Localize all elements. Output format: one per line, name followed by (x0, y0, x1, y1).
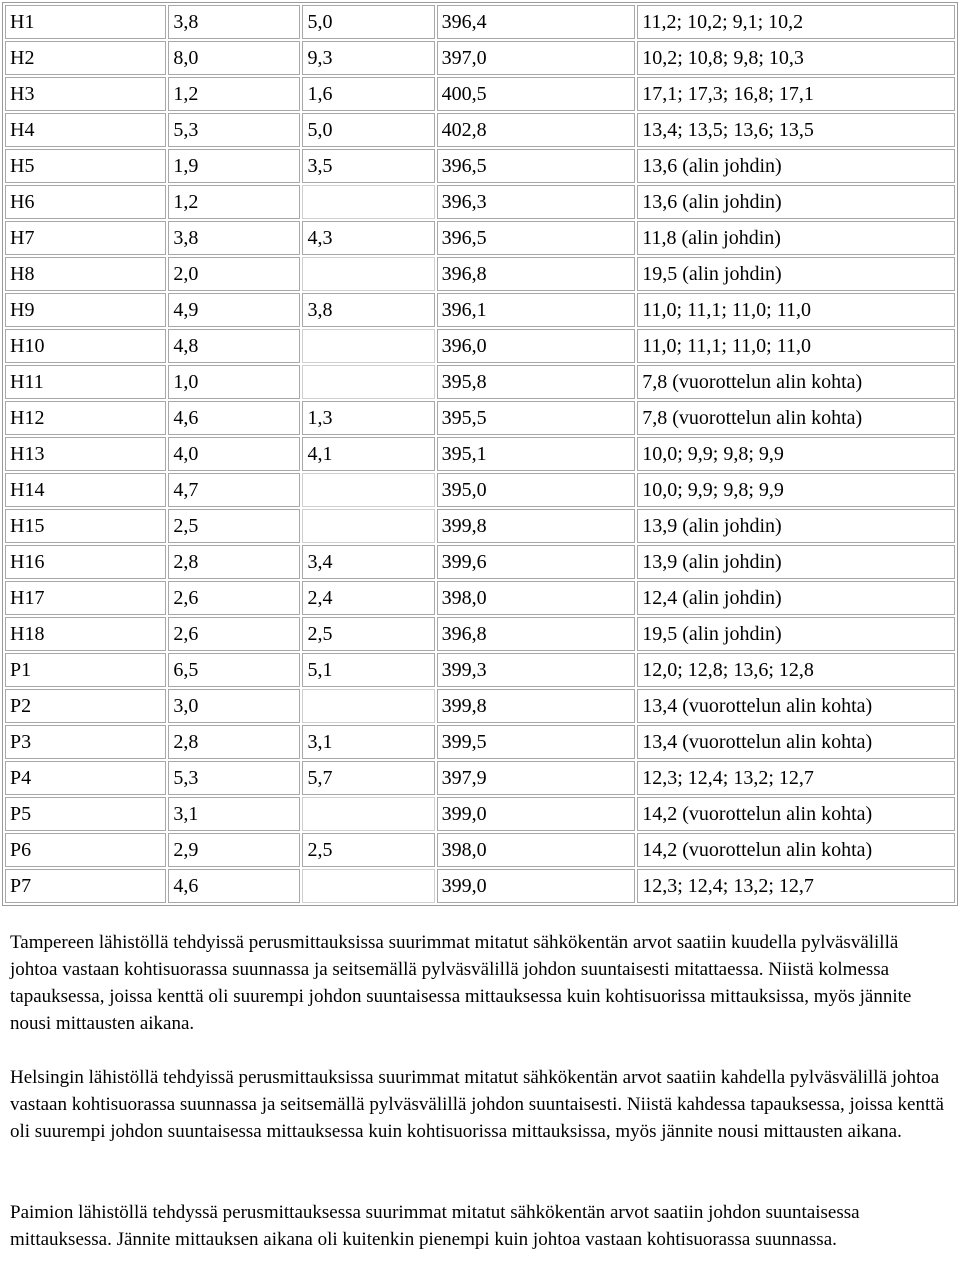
table-row (5, 437, 955, 471)
value-b-cell (302, 329, 434, 363)
voltage-cell: 399,0 (437, 869, 636, 903)
value-a-cell: 4,0 (168, 437, 300, 471)
paragraph-paimio: Paimion lähistöllä tehdyssä perusmittauksessa suurimmat mitatut sähkökentän arvot saatiin johdon suuntaisessa mittauksessa. Jännite mittauksen aikana oli kuitenkin pienempi kuin johtoa vastaan kohtisuorassa suunnassa. (10, 1202, 860, 1250)
field-values-cell: 13,4 (vuorottelun alin kohta) (637, 689, 955, 723)
voltage-cell: 398,0 (437, 581, 636, 615)
value-b-cell: 3,1 (302, 725, 434, 759)
value-a-cell: 4,6 (168, 869, 300, 903)
voltage-cell: 397,9 (437, 761, 636, 795)
value-a-cell: 1,2 (168, 77, 300, 111)
value-a-cell: 3,8 (168, 221, 300, 255)
site-id-cell: P6 (5, 833, 166, 867)
site-id-cell: P3 (5, 725, 166, 759)
value-a-cell: 3,0 (168, 689, 300, 723)
value-a-cell: 2,6 (168, 617, 300, 651)
site-id-cell: H17 (5, 581, 166, 615)
measurement-table-body (5, 5, 955, 903)
field-values-cell: 14,2 (vuorottelun alin kohta) (637, 833, 955, 867)
field-values-cell: 13,9 (alin johdin) (637, 545, 955, 579)
site-id-cell: H18 (5, 617, 166, 651)
table-row (5, 257, 955, 291)
field-values-cell: 14,2 (vuorottelun alin kohta) (637, 797, 955, 831)
table-row (5, 833, 955, 867)
field-values-cell: 10,0; 9,9; 9,8; 9,9 (637, 473, 955, 507)
voltage-cell: 399,0 (437, 797, 636, 831)
field-values-cell: 13,6 (alin johdin) (637, 185, 955, 219)
value-a-cell: 2,6 (168, 581, 300, 615)
voltage-cell: 396,4 (437, 5, 636, 39)
site-id-cell: P7 (5, 869, 166, 903)
value-a-cell: 2,9 (168, 833, 300, 867)
voltage-cell: 399,8 (437, 509, 636, 543)
table-row (5, 149, 955, 183)
value-a-cell: 2,8 (168, 545, 300, 579)
voltage-cell: 396,1 (437, 293, 636, 327)
field-values-cell: 19,5 (alin johdin) (637, 257, 955, 291)
value-b-cell (302, 869, 434, 903)
voltage-cell: 396,0 (437, 329, 636, 363)
value-b-cell (302, 509, 434, 543)
value-b-cell: 1,3 (302, 401, 434, 435)
voltage-cell: 397,0 (437, 41, 636, 75)
site-id-cell: P2 (5, 689, 166, 723)
field-values-cell: 13,9 (alin johdin) (637, 509, 955, 543)
site-id-cell: H16 (5, 545, 166, 579)
value-a-cell: 1,9 (168, 149, 300, 183)
paragraph-helsinki: Helsingin lähistöllä tehdyissä perusmittauksissa suurimmat mitatut sähkökentän arvot saatiin kahdella pylväsvälillä johtoa vastaan kohtisuorassa suunnassa ja seitsemällä pylväsvälillä johdon suuntaisesti. Niistä kahdessa tapauksessa, joissa kenttä oli suurempi johdon suuntaisessa mittauksessa kuin kohtisuorissa mittauksissa, myös jännite nousi mittausten aikana. (10, 1067, 944, 1142)
field-values-cell: 17,1; 17,3; 16,8; 17,1 (637, 77, 955, 111)
value-a-cell: 4,6 (168, 401, 300, 435)
site-id-cell: P4 (5, 761, 166, 795)
value-b-cell (302, 365, 434, 399)
table-row (5, 797, 955, 831)
field-values-cell: 12,3; 12,4; 13,2; 12,7 (637, 761, 955, 795)
site-id-cell: H10 (5, 329, 166, 363)
site-id-cell: P1 (5, 653, 166, 687)
value-b-cell (302, 473, 434, 507)
value-b-cell: 2,4 (302, 581, 434, 615)
site-id-cell: H12 (5, 401, 166, 435)
field-values-cell: 11,2; 10,2; 9,1; 10,2 (637, 5, 955, 39)
table-row (5, 689, 955, 723)
voltage-cell: 396,8 (437, 257, 636, 291)
paragraph-tampere: Tampereen lähistöllä tehdyissä perusmittauksissa suurimmat mitatut sähkökentän arvot saatiin kuudella pylväsvälillä johtoa vastaan kohtisuorassa suunnassa ja seitsemällä pylväsvälillä johdon suuntaisesti mitattaessa. Niistä kolmessa tapauksessa, joissa kenttä oli suurempi johdon suuntaisessa mittauksessa kuin kohtisuorissa mittauksissa, myös jännite nousi mittausten aikana. (10, 932, 912, 1034)
voltage-cell: 396,3 (437, 185, 636, 219)
value-b-cell: 5,0 (302, 5, 434, 39)
voltage-cell: 395,0 (437, 473, 636, 507)
site-id-cell: H2 (5, 41, 166, 75)
value-b-cell (302, 689, 434, 723)
measurement-table (2, 2, 958, 906)
value-b-cell: 2,5 (302, 617, 434, 651)
field-values-cell: 10,2; 10,8; 9,8; 10,3 (637, 41, 955, 75)
value-a-cell: 6,5 (168, 653, 300, 687)
field-values-cell: 7,8 (vuorottelun alin kohta) (637, 365, 955, 399)
site-id-cell: H11 (5, 365, 166, 399)
value-b-cell (302, 257, 434, 291)
table-row (5, 77, 955, 111)
table-row (5, 329, 955, 363)
value-a-cell: 4,9 (168, 293, 300, 327)
value-b-cell: 5,1 (302, 653, 434, 687)
field-values-cell: 11,0; 11,1; 11,0; 11,0 (637, 293, 955, 327)
value-a-cell: 3,8 (168, 5, 300, 39)
voltage-cell: 399,6 (437, 545, 636, 579)
site-id-cell: H6 (5, 185, 166, 219)
value-a-cell: 4,8 (168, 329, 300, 363)
table-row (5, 725, 955, 759)
voltage-cell: 399,8 (437, 689, 636, 723)
voltage-cell: 395,1 (437, 437, 636, 471)
site-id-cell: H3 (5, 77, 166, 111)
voltage-cell: 396,5 (437, 149, 636, 183)
voltage-cell: 399,5 (437, 725, 636, 759)
table-row (5, 545, 955, 579)
field-values-cell: 10,0; 9,9; 9,8; 9,9 (637, 437, 955, 471)
voltage-cell: 395,5 (437, 401, 636, 435)
value-b-cell (302, 185, 434, 219)
voltage-cell: 396,5 (437, 221, 636, 255)
value-b-cell: 4,3 (302, 221, 434, 255)
value-b-cell: 5,7 (302, 761, 434, 795)
voltage-cell: 396,8 (437, 617, 636, 651)
table-row (5, 617, 955, 651)
table-row (5, 293, 955, 327)
voltage-cell: 398,0 (437, 833, 636, 867)
table-row (5, 185, 955, 219)
table-row (5, 761, 955, 795)
site-id-cell: H9 (5, 293, 166, 327)
value-a-cell: 3,1 (168, 797, 300, 831)
value-a-cell: 2,5 (168, 509, 300, 543)
table-row (5, 653, 955, 687)
table-row (5, 365, 955, 399)
table-row (5, 41, 955, 75)
site-id-cell: H14 (5, 473, 166, 507)
value-a-cell: 4,7 (168, 473, 300, 507)
site-id-cell: H8 (5, 257, 166, 291)
site-id-cell: H7 (5, 221, 166, 255)
field-values-cell: 11,0; 11,1; 11,0; 11,0 (637, 329, 955, 363)
table-row (5, 401, 955, 435)
voltage-cell: 395,8 (437, 365, 636, 399)
site-id-cell: H4 (5, 113, 166, 147)
table-row (5, 113, 955, 147)
value-a-cell: 2,8 (168, 725, 300, 759)
value-a-cell: 1,2 (168, 185, 300, 219)
value-b-cell: 9,3 (302, 41, 434, 75)
voltage-cell: 400,5 (437, 77, 636, 111)
field-values-cell: 13,4 (vuorottelun alin kohta) (637, 725, 955, 759)
value-b-cell: 1,6 (302, 77, 434, 111)
site-id-cell: H13 (5, 437, 166, 471)
site-id-cell: P5 (5, 797, 166, 831)
field-values-cell: 12,4 (alin johdin) (637, 581, 955, 615)
field-values-cell: 7,8 (vuorottelun alin kohta) (637, 401, 955, 435)
value-a-cell: 1,0 (168, 365, 300, 399)
field-values-cell: 19,5 (alin johdin) (637, 617, 955, 651)
value-b-cell: 4,1 (302, 437, 434, 471)
table-row (5, 473, 955, 507)
table-row (5, 509, 955, 543)
value-b-cell: 3,8 (302, 293, 434, 327)
value-b-cell: 3,4 (302, 545, 434, 579)
site-id-cell: H15 (5, 509, 166, 543)
value-b-cell: 3,5 (302, 149, 434, 183)
field-values-cell: 11,8 (alin johdin) (637, 221, 955, 255)
value-a-cell: 8,0 (168, 41, 300, 75)
table-row (5, 221, 955, 255)
field-values-cell: 12,0; 12,8; 13,6; 12,8 (637, 653, 955, 687)
value-a-cell: 5,3 (168, 113, 300, 147)
table-row (5, 581, 955, 615)
voltage-cell: 402,8 (437, 113, 636, 147)
field-values-cell: 13,4; 13,5; 13,6; 13,5 (637, 113, 955, 147)
field-values-cell: 13,6 (alin johdin) (637, 149, 955, 183)
voltage-cell: 399,3 (437, 653, 636, 687)
value-a-cell: 5,3 (168, 761, 300, 795)
site-id-cell: H1 (5, 5, 166, 39)
table-row (5, 869, 955, 903)
table-row (5, 5, 955, 39)
value-b-cell: 5,0 (302, 113, 434, 147)
value-a-cell: 2,0 (168, 257, 300, 291)
site-id-cell: H5 (5, 149, 166, 183)
field-values-cell: 12,3; 12,4; 13,2; 12,7 (637, 869, 955, 903)
value-b-cell (302, 797, 434, 831)
value-b-cell: 2,5 (302, 833, 434, 867)
